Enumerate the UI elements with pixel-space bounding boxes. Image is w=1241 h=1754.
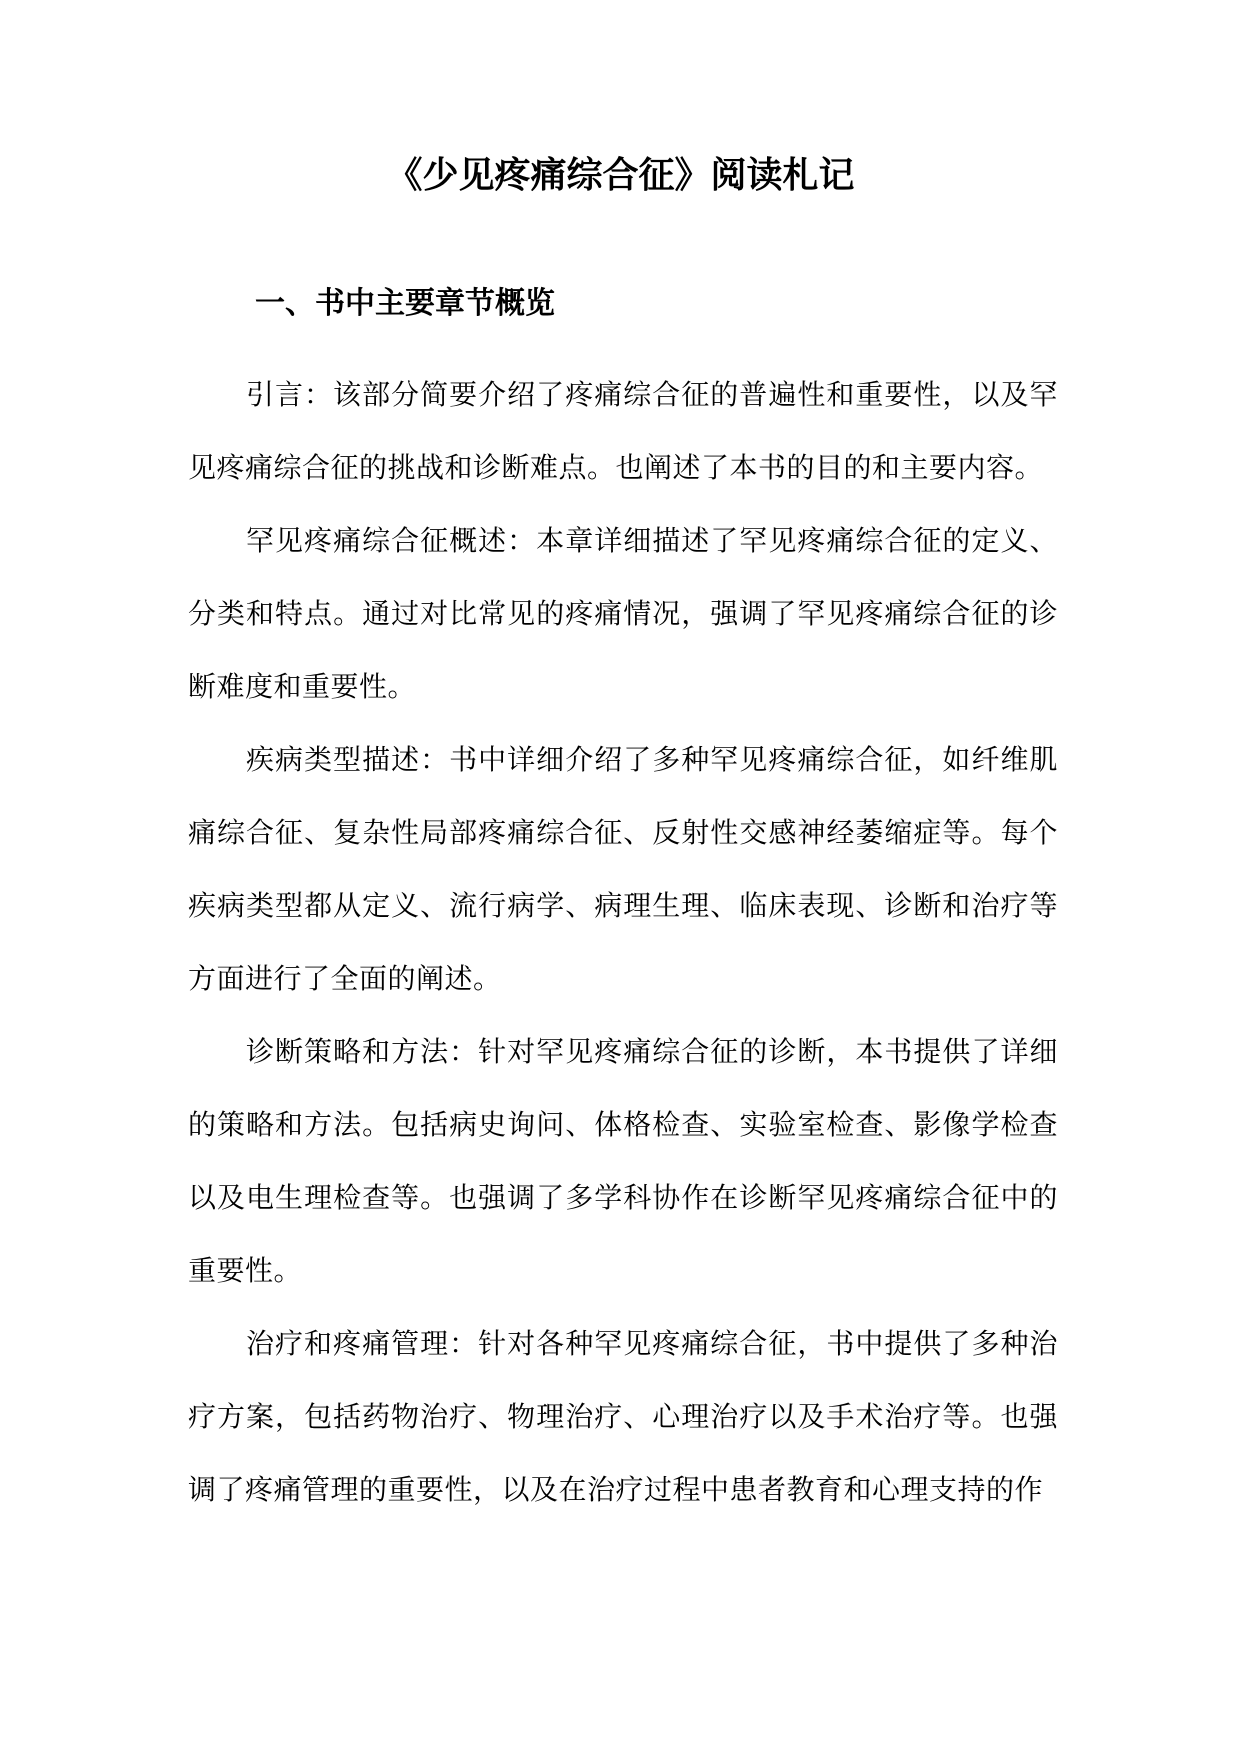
document-title: 《少见疼痛综合征》阅读札记 <box>386 155 855 196</box>
paragraph-diagnosis: 诊断策略和方法：针对罕见疼痛综合征的诊断，本书提供了详细的策略和方法。包括病史询问、体格检查、实验室检查、影像学检查以及电生理检查等。也强调了多学科协作在诊断罕见疼痛综合征中的重要性。 <box>188 1035 1058 1287</box>
paragraph-overview: 罕见疼痛综合征概述：本章详细描述了罕见疼痛综合征的定义、分类和特点。通过对比常见的疼痛情况，强调了罕见疼痛综合征的诊断难度和重要性。 <box>188 524 1058 703</box>
paragraph-introduction: 引言：该部分简要介绍了疼痛综合征的普遍性和重要性，以及罕见疼痛综合征的挑战和诊断难点。也阐述了本书的目的和主要内容。 <box>188 378 1058 484</box>
document-body <box>188 358 1058 1526</box>
paragraph-treatment: 治疗和疼痛管理：针对各种罕见疼痛综合征，书中提供了多种治疗方案，包括药物治疗、物理治疗、心理治疗以及手术治疗等。也强调了疼痛管理的重要性，以及在治疗过程中患者教育和心理支持的作 <box>188 1327 1058 1506</box>
section-heading: 一、书中主要章节概览 <box>255 286 555 321</box>
paragraph-disease-types: 疾病类型描述：书中详细介绍了多种罕见疼痛综合征，如纤维肌痛综合征、复杂性局部疼痛综合征、反射性交感神经萎缩症等。每个疾病类型都从定义、流行病学、病理生理、临床表现、诊断和治疗等方面进行了全面的阐述。 <box>188 743 1058 995</box>
